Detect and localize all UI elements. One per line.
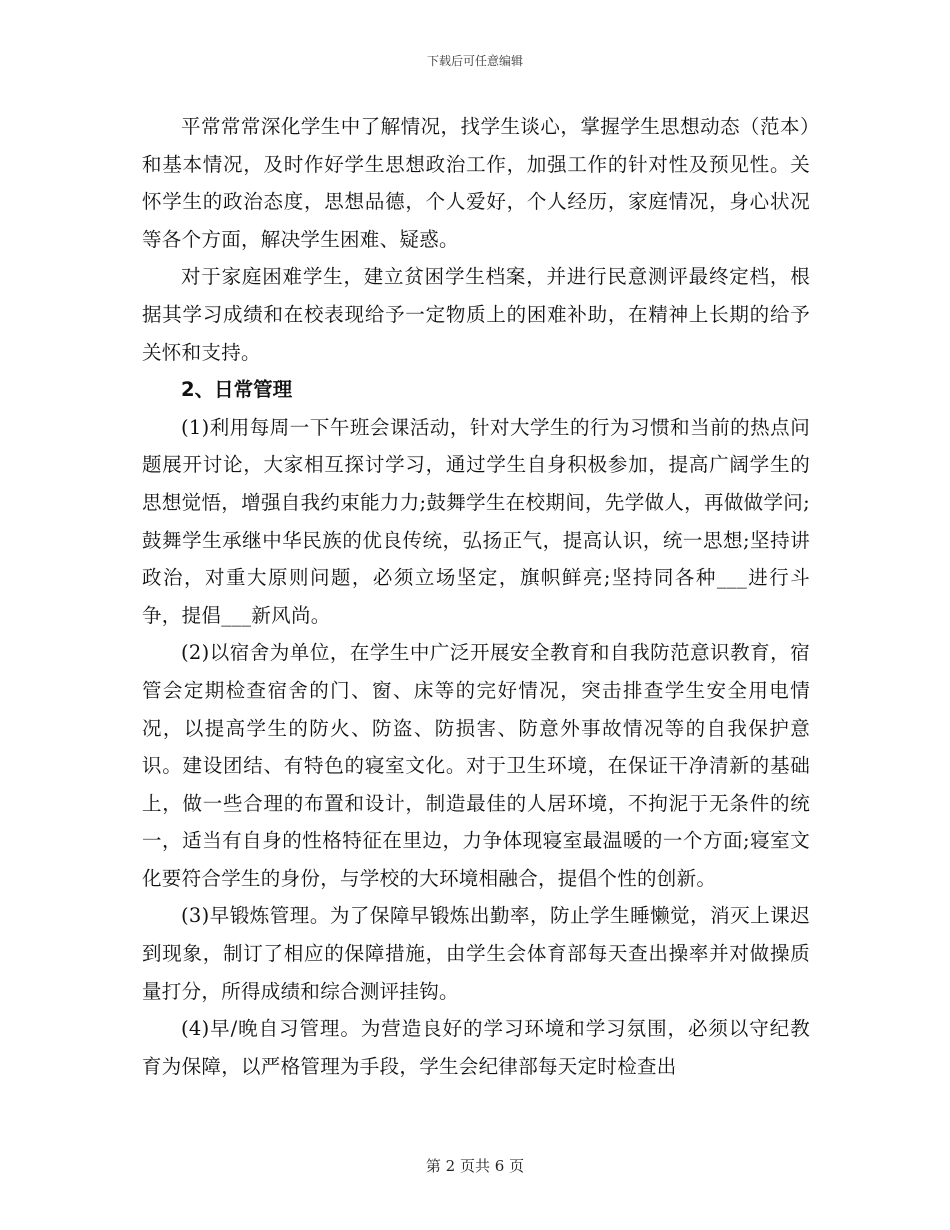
document-body xyxy=(142,108,810,1085)
paragraph-student-understanding: 平常常常深化学生中了解情况，找学生谈心，掌握学生思想动态（范本）和基本情况，及时作好学生思想政治工作，加强工作的针对性及预见性。关怀学生的政治态度，思想品德，个人爱好，个人经历，家庭情况，身心状况等各个方面，解决学生困难、疑惑。 xyxy=(142,115,810,251)
list-item-morning-exercise: (3)早锻炼管理。为了保障早锻炼出勤率，防止学生睡懒觉，消灭上课迟到现象，制订了相应的保障措施，由学生会体育部每天查出操率并对做操质量打分，所得成绩和综合测评挂钩。 xyxy=(142,904,810,1003)
page-number: 第 2 页共 6 页 xyxy=(425,1157,525,1175)
list-item-dormitory-safety: (2)以宿舍为单位，在学生中广泛开展安全教育和自我防范意识教育，宿管会定期检查宿舍的门、窗、床等的完好情况，突击排查学生安全用电情况，以提高学生的防火、防盗、防损害、防意外事故情况等的自我保护意识。建设团结、有特色的寝室文化。对于卫生环境，在保证干净清新的基础上，做一些合理的布置和设计，制造最佳的人居环境，不拘泥于无条件的统一，适当有自身的性格特征在里边，力争体现寝室最温暖的一个方面;寝室文化要符合学生的身份，与学校的大环境相融合，提倡个性的创新。 xyxy=(142,641,810,890)
paragraph-poor-students: 对于家庭困难学生，建立贫困学生档案，并进行民意测评最终定档，根据其学习成绩和在校表现给予一定物质上的困难补助，在精神上长期的给予关怀和支持。 xyxy=(142,265,810,364)
list-item-self-study: (4)早/晚自习管理。为营造良好的学习环境和学习氛围，必须以守纪教育为保障，以严格管理为手段，学生会纪律部每天定时检查出 xyxy=(142,1017,810,1078)
list-item-class-meeting: (1)利用每周一下午班会课活动，针对大学生的行为习惯和当前的热点问题展开讨论，大家相互探讨学习，通过学生自身积极参加，提高广阔学生的思想觉悟，增强自我约束能力力;鼓舞学生在校期间，先学做人，再做做学问;鼓舞学生承继中华民族的优良传统，弘扬正气，提高认识，统一思想;坚持讲政治，对重大原则问题，必须立场坚定，旗帜鲜亮;坚持同各种___进行斗争，提倡___新风尚。 xyxy=(142,415,810,627)
page-header: 下载后可任意编辑 xyxy=(426,54,523,68)
section-heading: 2、日常管理 xyxy=(181,378,293,402)
